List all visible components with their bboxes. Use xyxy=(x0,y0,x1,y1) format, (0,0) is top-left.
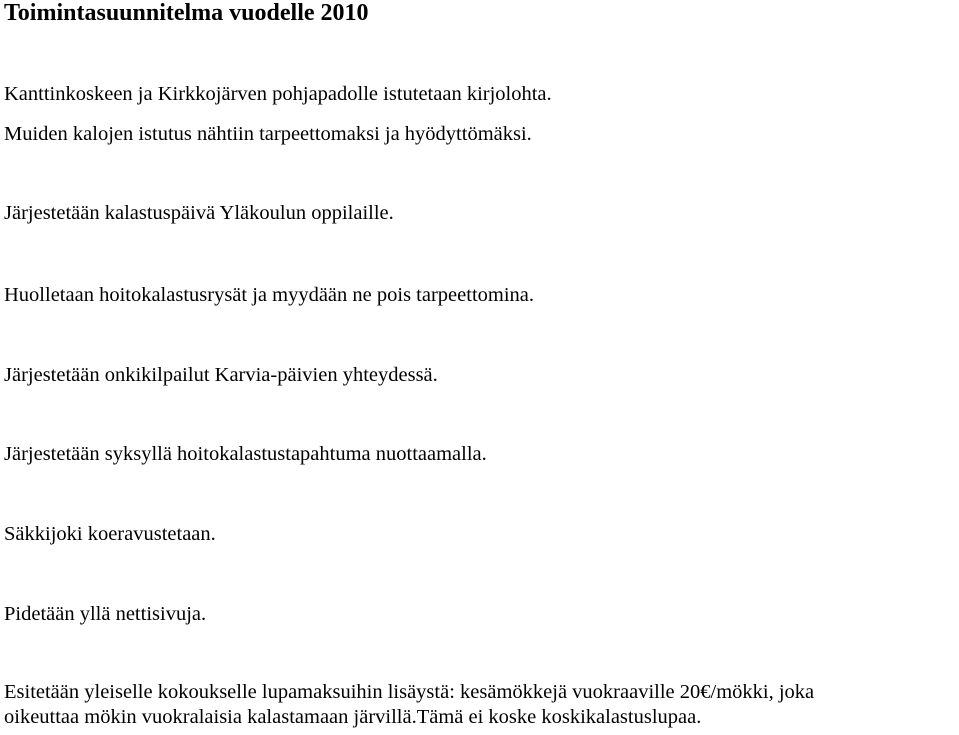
paragraph-fishing-day: Järjestetään kalastuspäivä Yläkoulun oppilaille. xyxy=(4,202,394,224)
paragraph-seine-event: Järjestetään syksyllä hoitokalastustapahtuma nuottaamalla. xyxy=(4,443,487,465)
paragraph-fees-line-2: oikeuttaa mökin vuokralaisia kalastamaan järvillä.Tämä ei koske koskikalastuslupaa. xyxy=(4,706,702,728)
paragraph-crayfish-test: Säkkijoki koeravustetaan. xyxy=(4,523,216,545)
paragraph-website: Pidetään yllä nettisivuja. xyxy=(4,603,207,625)
paragraph-fees-line-1: Esitetään yleiselle kokoukselle lupamaksuihin lisäystä: kesämökkejä vuokraaville 20€/mökki, joka xyxy=(4,681,815,703)
paragraph-stocking: Kanttinkoskeen ja Kirkkojärven pohjapadolle istutetaan kirjolohta. xyxy=(4,83,552,105)
paragraph-other-fish: Muiden kalojen istutus nähtiin tarpeettomaksi ja hyödyttömäksi. xyxy=(4,123,532,145)
paragraph-competition: Järjestetään onkikilpailut Karvia-päivien yhteydessä. xyxy=(4,364,438,386)
paragraph-trap-nets: Huolletaan hoitokalastusrysät ja myydään ne pois tarpeettomina. xyxy=(4,284,535,306)
document-title: Toimintasuunnitelma vuodelle 2010 xyxy=(4,0,369,26)
